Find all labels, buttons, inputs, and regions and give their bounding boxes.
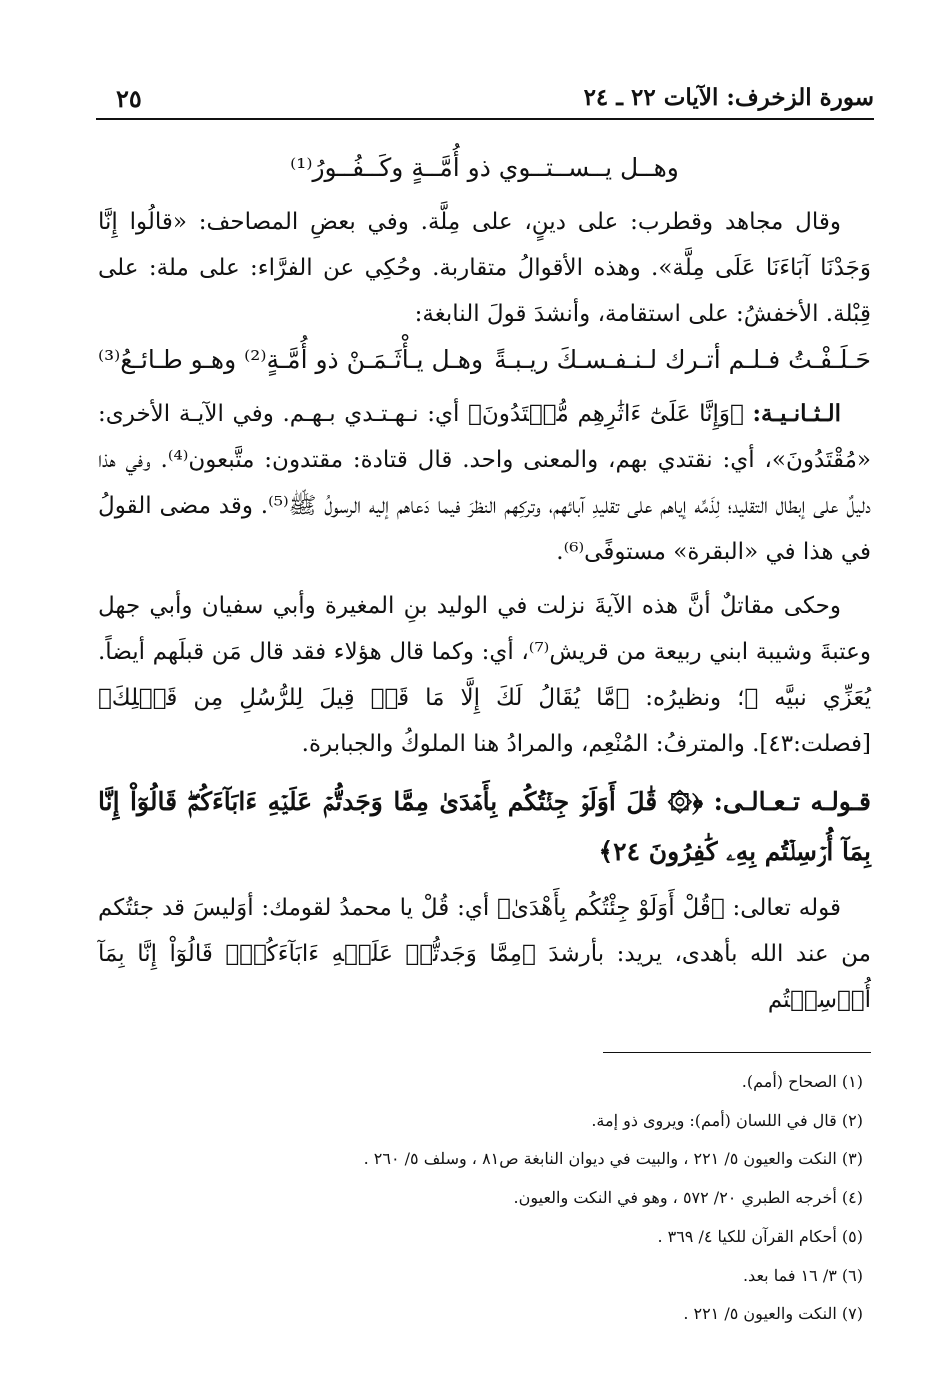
paragraph-2-text: ﴿وَإِنَّا عَلَىٰٓ ءَاثَٰرِهِم مُّهۡتَدُونَ﴾ أي: نـهـتـدي بـهـم. وفي الآيـة الأخرى: «مُقْتَدُونَ»، أي: نقتدي بهم، والمعنى واحد. قال قتادة: مقتدون: متَّبعون⁽⁴⁾. وفي هذا دليلٌ على إبطال التقليد؛ لِذَمِّه إياهم على تقليدِ آبائهم، وتركِهم النظرَ فيما دَعاهم إليه الرسولُ ﷺ⁽⁵⁾. وقد مضى القولُ في هذا في «البقرة» مستوفًى⁽⁶⁾.: [98, 401, 872, 565]
couplet-second-half: وهـل يـأْثَـمَـنْ ذو أُمَّـةٍ⁽²⁾ وهـو طـائـعُ⁽³⁾: [98, 345, 484, 374]
footnote: (٦) ٣/ ١٦ فما بعد.: [742, 1265, 863, 1285]
verse-heading-text: ﴿۞ قَٰلَ أَوَلَوۡ جِئۡتُكُم بِأَهۡدَىٰ مِمَّا وَجَدتُّمۡ عَلَيۡهِ ءَابَآءَكُمۡۖ قَالُوٓاْ إِنَّا بِمَآ أُرۡسِلۡتُم بِهِۦ كَٰفِرُونَ ٢٤﴾: [98, 787, 871, 866]
footnote-separator: [603, 1052, 871, 1053]
footnote: (٥) أحكام القرآن للكيا ٤/ ٣٦٩ .: [657, 1226, 863, 1246]
running-header: [96, 78, 874, 120]
footnote: (٢) قال في اللسان (أمم): ويروى ذو إمة.: [591, 1110, 863, 1130]
verse-heading-lead: قـولـه تـعـالـى:: [713, 787, 871, 816]
paragraph-4: قوله تعالى: ﴿قُلْ أَوَلَوْ جِئْتُكُم بِأَهْدَىٰ﴾ أي: قُلْ يا محمدُ لقومك: أوَليسَ قد جئتُكم من عند الله بأهدى، يريد: بأرشدَ ﴿مِمَّا وَجَدتُّمۡ عَلَيۡهِ ءَابَآءَكُمۡۖ قَالُوٓاْ إِنَّا بِمَآ أُرۡسِلۡتُم: [98, 895, 871, 1013]
footnote: (٣) النكت والعيون ٥/ ٢٢١ ، والبيت في ديوان النابغة ص٨١ ، وسلف ٥/ ٢٦٠ .: [363, 1149, 863, 1169]
main-text: [98, 145, 871, 1023]
section-lead-second: الـثـانـيـة:: [752, 400, 841, 427]
paragraph-1: وقال مجاهد وقطرب: على دينٍ، على مِلَّة. وفي بعضِ المصاحف: «قالُوا إِنَّا وَجَدْنَا آبَاءَنَا عَلَى مِلَّة». وهذه الأقوالُ متقاربة. وحُكِي عن الفرَّاء: على ملة: على قِبْلة. الأخفشُ: على استقامة، وأنشدَ قولَ النابغة:: [98, 209, 871, 327]
paragraph-3: وحكى مقاتلٌ أنَّ هذه الآيةَ نزلت في الوليد بنِ المغيرة وأبي سفيان وأبي جهل وعتبةَ وشيبة ابني ربيعة من قريش⁽⁷⁾، أي: وكما قال هؤلاء فقد قال مَن قبلَهم أيضاً. يُعَزِّي نبيَّه ﷺ؛ ونظيرُه: ﴿مَّا يُقَالُ لَكَ إِلَّا مَا قَدۡ قِيلَ لِلرُّسُلِ مِن قَبۡلِكَ﴾ [فصلت:٤٣]. والمترفُ: المُنْعِم، والمرادُ هنا الملوكُ والجبابرة.: [98, 593, 871, 757]
couplet-first-half: حَـلَـفْـتُ فـلـم أتـرك لـنـفـسـكَ ريـبـةً: [494, 345, 871, 374]
footnote: (١) الصحاح (أمم).: [741, 1072, 863, 1091]
poetry-line: وهــل يــســتــوي ذو أُمَّــةٍ وكَــفُــورُ⁽¹⁾: [290, 153, 679, 182]
header-title: سورة الزخرف: الآيات ٢٢ ـ ٢٤: [583, 84, 874, 111]
footnotes: [103, 1063, 863, 1334]
paragraph-2: [98, 391, 871, 575]
poetry-couplet: [98, 337, 871, 383]
quran-verse-heading: [98, 777, 871, 877]
footnote: (٧) النكت والعيون ٥/ ٢٢١ .: [683, 1304, 863, 1324]
footnote: (٤) أخرجه الطبري ٢٠/ ٥٧٢ ، وهو في النكت والعيون.: [513, 1188, 863, 1208]
page-number: ٢٥: [116, 84, 142, 113]
